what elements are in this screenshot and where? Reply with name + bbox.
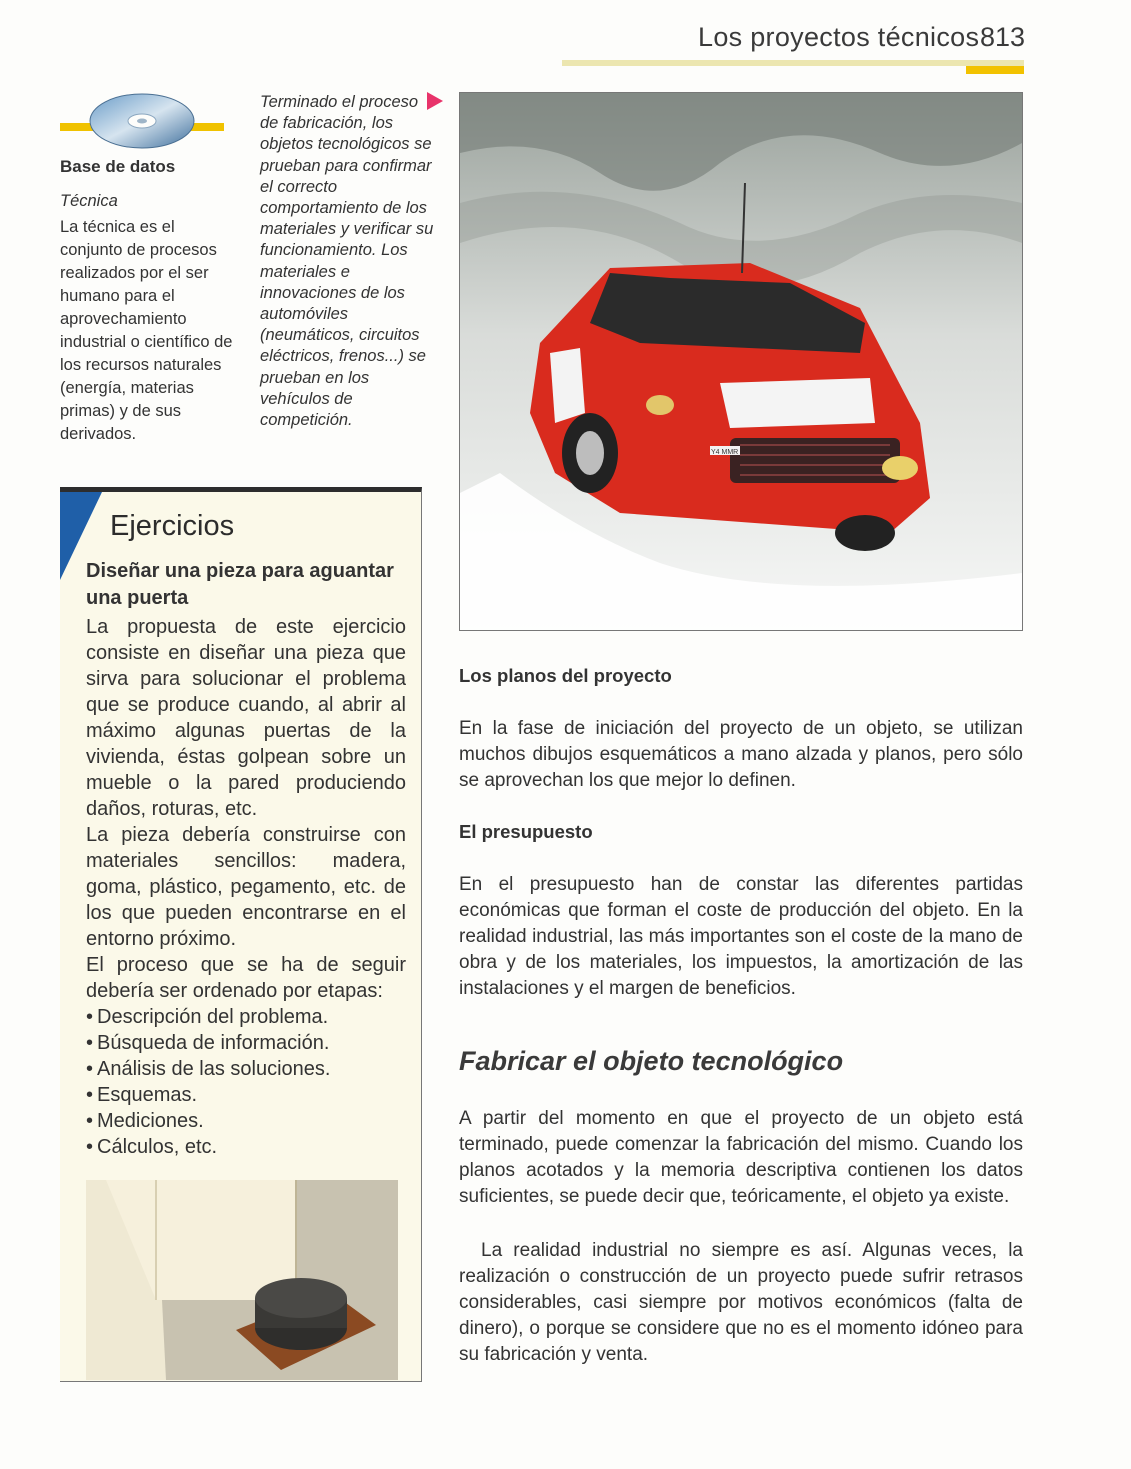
list-item: • Mediciones.	[86, 1108, 406, 1134]
list-item: • Análisis de las soluciones.	[86, 1056, 406, 1082]
database-title: Base de datos	[60, 157, 176, 176]
license-plate-text: Y4 MMR	[711, 449, 739, 456]
exercise-paragraph-3: El proceso que se ha de seguir debería ser ordenado por etapas:	[86, 954, 406, 1002]
list-item: • Búsqueda de información.	[86, 1030, 406, 1056]
doorstop-photo	[86, 1180, 398, 1380]
header-color-tab	[966, 66, 1024, 74]
list-item: • Cálculos, etc.	[86, 1134, 406, 1160]
section-text-presupuesto: En el presupuesto han de constar las diferentes partidas económicas que forman el coste de producción del objeto. En la realidad industrial, las más importantes son el coste de la mano de obra y de los materiales, los impuestos, la amortización de las instalaciones y el margen de beneficios.	[459, 874, 1023, 999]
header-rule	[562, 60, 1024, 66]
section-heading-presupuesto: El presupuesto	[459, 821, 593, 842]
photo-caption: Terminado el proceso de fabricación, los objetos tecnológicos se prueban para confirmar el correcto comportamiento de los materiales y verificar su funcionamiento. Los materiales e innovaciones de los automóviles (neumáticos, circuitos eléctricos, frenos...) se prueban en los vehículos de competición.	[260, 93, 434, 430]
section-text-fabricar-2: La realidad industrial no siempre es así. Algunas veces, la realización o construcción de un proyecto puede sufrir retrasos considerables, casi siempre por motivos económicos (falta de dinero), o porque se considere que no es el momento idóneo para su fabricación y venta.	[459, 1240, 1023, 1365]
list-item: • Descripción del problema.	[86, 1004, 406, 1030]
list-item: • Esquemas.	[86, 1082, 406, 1108]
section-text-planos: En la fase de iniciación del proyecto de un objeto, se utilizan muchos dibujos esquemáticos a mano alzada y planos, pero sólo se aprovechan los que mejor lo definen.	[459, 718, 1023, 791]
section-text-fabricar-1: A partir del momento en que el proyecto de un objeto está terminado, puede comenzar la fabricación del mismo. Cuando los planos acotados y la memoria descriptiva contienen los datos suficientes, se puede decir que, teóricamente, el objeto ya existe.	[459, 1108, 1023, 1207]
database-term: Técnica	[60, 192, 118, 210]
cd-disc-icon	[88, 92, 196, 150]
exercise-body	[86, 614, 406, 1160]
exercise-subtitle: Diseñar una pieza para aguantar una puerta	[86, 560, 394, 609]
section-heading-planos: Los planos del proyecto	[459, 665, 672, 686]
exercise-steps-list	[86, 1004, 406, 1160]
exercise-paragraph-1: La propuesta de este ejercicio consiste en diseñar una pieza que sirva para solucionar el problema que se produce cuando, al abrir al máximo algunas puertas de la vivienda, éstas golpean sobre un mueble o la pared produciendo daños, roturas, etc.	[86, 616, 406, 820]
rally-car-photo	[459, 92, 1023, 631]
page-number: 813	[980, 22, 1026, 52]
exercise-paragraph-2: La pieza debería construirse con materiales sencillos: madera, goma, plástico, pegamento, etc. de los que pueden encontrarse en el entorno próximo.	[86, 824, 406, 950]
database-definition: La técnica es el conjunto de procesos realizados por el ser humano para el aprovechamiento industrial o científico de los recursos naturales (energía, materias primas) y de sus derivados.	[60, 218, 233, 443]
chapter-heading-fabricar: Fabricar el objeto tecnológico	[459, 1046, 844, 1076]
caption-arrow-icon	[427, 92, 443, 110]
exercises-title: Ejercicios	[110, 510, 235, 542]
running-header-title: Los proyectos técnicos	[698, 22, 980, 52]
